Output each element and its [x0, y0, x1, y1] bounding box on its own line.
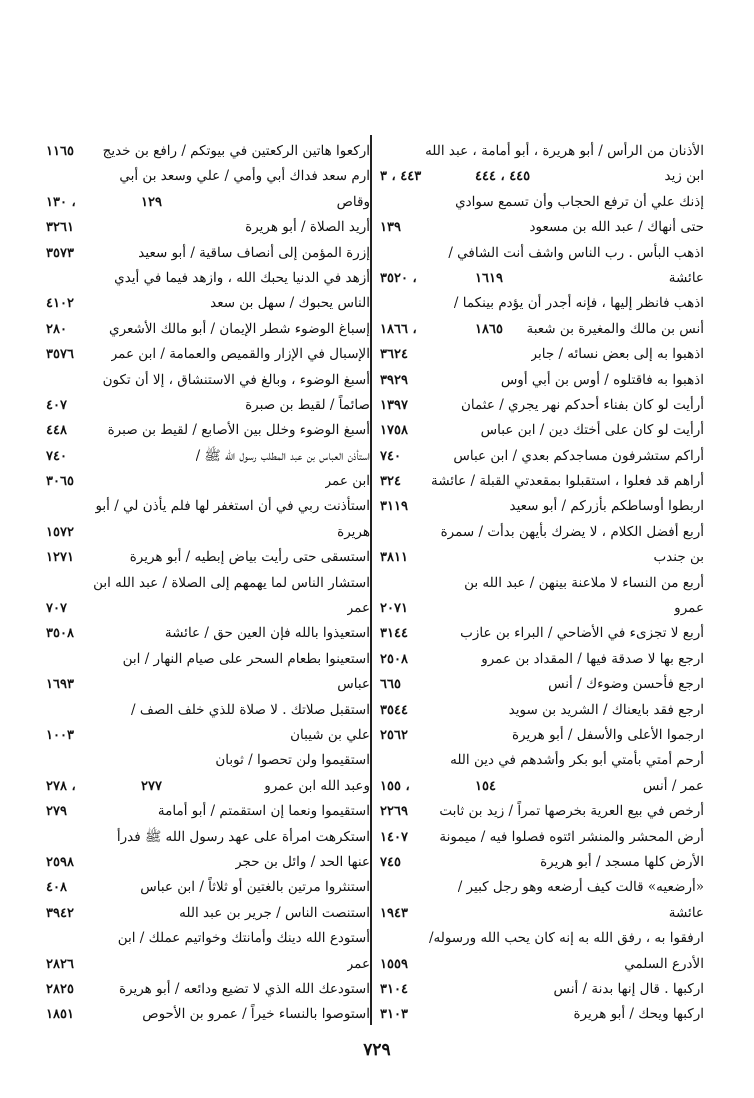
entry-number: ٤٠٧ [46, 397, 67, 413]
entry-number: ١٣٩٧ [380, 397, 408, 413]
entry-text: اربطوا أوساطكم بأزركم / أبو سعيد [509, 498, 704, 515]
entry-text: عنها الحد / وائل بن حجر [235, 853, 370, 870]
index-entry [46, 469, 370, 494]
entry-number: ٢٨٠ [46, 321, 67, 337]
entry-number: ٧٤٥ [380, 854, 401, 870]
entry-text: حتى أنهاك / عبد الله بن مسعود [529, 219, 704, 236]
index-entry [380, 241, 704, 266]
entry-text: أرأيت لو كان بفناء أحدكم نهر يجري / عثمان [460, 396, 704, 413]
entry-number: ١٣٩ [380, 220, 401, 236]
index-entry [46, 215, 370, 240]
entry-text: صائماً / لقيط بن صبرة [245, 396, 370, 413]
entry-number: ٧٠٧ [46, 601, 67, 617]
entry-text: الأرض كلها مسجد / أبو هريرة [540, 853, 704, 870]
entry-text: استقيموا ولن تحصوا / ثوبان [215, 752, 370, 769]
entry-text: استعينوا بطعام السحر على صيام النهار / ابن [122, 650, 370, 667]
entry-number: ٣٥٧٣ [46, 245, 74, 261]
entry-number: ١٧٥٨ [380, 423, 408, 439]
entry-number: ١١٦٥ [46, 144, 74, 159]
index-entry [46, 342, 370, 367]
entry-text: استسقى حتى رأيت بياض إبطيه / أبو هريرة [129, 549, 370, 566]
entry-text: عائشة [668, 269, 704, 286]
entry-number: ٣٥٤٤ [380, 702, 408, 718]
entry-number: ١٣٠ ، [46, 194, 76, 210]
entry-text: عائشة [668, 904, 704, 921]
entry-text: «أرضعيه» قالت كيف أرضعه وهو رجل كبير / [457, 879, 704, 896]
entry-text: أريد الصلاة / أبو هريرة [245, 219, 370, 236]
index-entry [380, 164, 704, 189]
entry-number: ٢٨٢٥ [46, 981, 74, 997]
entry-text: عمرو [674, 600, 704, 617]
entry-text: ارجع بها لا صدقة فيها / المقداد بن عمرو [481, 650, 704, 667]
entry-number: ٣١٠٣ [380, 1007, 408, 1023]
entry-text: اذهب البأس . رب الناس واشف أنت الشافي / [448, 244, 704, 261]
entry-text: أرخص في بيع العرية بخرصها تمراً / زيد بن ثابت [439, 803, 704, 820]
index-entry [46, 139, 370, 164]
index-entry [46, 418, 370, 443]
entry-text: ارم سعد فداك أبي وأمي / علي وسعد بن أبي [119, 168, 370, 185]
index-entry [46, 723, 370, 748]
index-entry [380, 977, 704, 1002]
index-entry [380, 596, 704, 621]
entry-text: اذهبوا به إلى بعض نسائه / جابر [530, 346, 704, 363]
index-entry [46, 291, 370, 316]
index-entry [380, 774, 704, 799]
entry-text: استأذنت ربي في أن استغفر لها فلم يأذن لي / أبو [95, 498, 370, 515]
index-entry [46, 444, 370, 469]
entry-text: أراكم ستشرفون مساجدكم بعدي / ابن عباس [453, 447, 704, 464]
entry-number: ١٨٦٦ ، [380, 321, 417, 337]
index-entry [46, 164, 370, 189]
entry-extra-number: ٢٧٧ [141, 778, 162, 794]
entry-number: ٣٩٤٢ [46, 905, 74, 921]
index-entry [380, 418, 704, 443]
index-entry [380, 444, 704, 469]
index-entry [46, 317, 370, 342]
index-entry [380, 850, 704, 875]
entry-text: وقاص [336, 193, 370, 210]
entry-number: ٢٨٢٦ [46, 956, 74, 972]
entry-number: ٧٤٠ [46, 448, 67, 464]
index-entry [46, 698, 370, 723]
entry-number: ٢٥٦٢ [380, 727, 408, 743]
index-entry [46, 621, 370, 646]
page-number: ٧٢٩ [363, 1040, 391, 1060]
entry-text: الأدرع السلمي [624, 955, 704, 972]
entry-text: إذنك علي أن ترفع الحجاب وأن تسمع سوادي [455, 193, 704, 210]
index-entry [46, 596, 370, 621]
entry-number: ٣٨١١ [380, 550, 408, 566]
entry-text: اذهبوا به فاقتلوه / أوس بن أبي أوس [500, 371, 704, 388]
entry-number: ٧٤٠ [380, 448, 401, 464]
entry-text: هريرة [337, 523, 370, 540]
entry-number: ٢٢٦٩ [380, 804, 408, 820]
entry-number: ٣٦٢٤ [380, 347, 408, 363]
entry-number: ٣٥٠٨ [46, 626, 74, 642]
entry-number: ٣٩٢٩ [380, 372, 408, 388]
entry-text: ارجع فأحسن وضوءك / أنس [548, 676, 704, 693]
index-entry [380, 520, 704, 545]
entry-text: ارجموا الأعلى والأسفل / أبو هريرة [511, 726, 704, 743]
index-entry [46, 520, 370, 545]
entry-text: أرأيت لو كان على أختك دين / ابن عباس [480, 422, 704, 439]
entry-text: أرض المحشر والمنشر ائتوه فصلوا فيه / ميمونة [439, 828, 704, 845]
entry-text: أسبغ الوضوء وخلل بين الأصابع / لقيط بن صبرة [107, 422, 370, 439]
entry-text: الإسبال في الإزار والقميص والعمامة / ابن عمر [110, 346, 370, 363]
entry-text: عباس [337, 676, 370, 693]
entry-text: أسبغ الوضوء ، وبالغ في الاستنشاق ، إلا أن تكون [102, 371, 370, 388]
index-entry [46, 774, 370, 799]
entry-text: استنثروا مرتين بالغتين أو ثلاثاً / ابن عباس [140, 879, 370, 896]
entry-text: استقبل صلاتك . لا صلاة للذي خلف الصف / [131, 701, 370, 718]
index-entry [380, 748, 704, 773]
entry-text: أنس بن مالك والمغيرة بن شعبة [526, 320, 704, 337]
index-entry [380, 317, 704, 342]
entry-number: ١٥٥٩ [380, 956, 408, 972]
entry-text: اركبها . قال إنها بدنة / أنس [553, 980, 704, 997]
entry-number: ١٦٩٣ [46, 677, 74, 693]
right-column [380, 139, 704, 1028]
entry-text: علي بن شيبان [290, 726, 370, 743]
index-entry [46, 926, 370, 951]
index-entry [46, 393, 370, 418]
index-entry [380, 698, 704, 723]
entry-text: استودعك الله الذي لا تضيع ودائعه / أبو هريرة [118, 980, 370, 997]
entry-extra-number: ١٥٤ [475, 778, 496, 794]
entry-number: ٤٤٨ [46, 423, 67, 439]
entry-number: ٣١١٩ [380, 499, 408, 515]
index-entry [46, 875, 370, 900]
entry-text: عمر [346, 955, 370, 972]
index-entry [46, 952, 370, 977]
index-entry [46, 901, 370, 926]
index-entry [380, 368, 704, 393]
index-entry [380, 190, 704, 215]
entry-text: أربع من النساء لا ملاعنة بينهن / عبد الله بن [464, 574, 704, 591]
entry-number: ٣١٠٤ [380, 981, 408, 997]
index-entry [46, 241, 370, 266]
index-entry [46, 647, 370, 672]
index-entry [380, 571, 704, 596]
index-entry [380, 621, 704, 646]
index-entry [380, 494, 704, 519]
entry-text: استوصوا بالنساء خيراً / عمرو بن الأحوص [142, 1006, 370, 1023]
entry-number: ٤٤٣ ، ٣ [380, 169, 422, 185]
entry-number: ١٨٥١ [46, 1007, 74, 1023]
entry-text: أربع لا تجزىء في الأضاحي / البراء بن عازب [460, 625, 704, 642]
index-entry [380, 545, 704, 570]
index-entry [46, 571, 370, 596]
entry-number: ١٠٠٣ [46, 727, 74, 743]
index-entry [46, 368, 370, 393]
index-entry [46, 799, 370, 824]
index-entry [380, 215, 704, 240]
index-entry [380, 875, 704, 900]
index-entry [380, 266, 704, 291]
entry-number: ١٤٠٧ [380, 829, 408, 845]
entry-extra-number: ١٦١٩ [475, 270, 503, 286]
entry-text: أربع أفضل الكلام ، لا يضرك بأيهن بدأت / سمرة [440, 523, 704, 540]
index-entry [380, 291, 704, 316]
entry-text: إسباغ الوضوء شطر الإيمان / أبو مالك الأشعري [109, 320, 370, 337]
index-entry [46, 825, 370, 850]
entry-text: استأذن العباس بن عبد المطلب رسول الله ﷺ / [195, 447, 370, 464]
index-entry [380, 672, 704, 697]
entry-text: اركعوا هاتين الركعتين في بيوتكم / رافع بن خديج [102, 143, 370, 159]
entry-text: أرحم أمتي بأمتي أبو بكر وأشدهم في دين الله [450, 752, 704, 769]
entry-text: ارفقوا به ، رفق الله به إنه كان يحب الله ورسوله/ [428, 930, 704, 947]
entry-number: ٣٥٢٠ ، [380, 270, 417, 286]
entry-number: ١٥٧٢ [46, 524, 74, 540]
index-entry [46, 190, 370, 215]
column-divider [370, 135, 372, 1025]
index-entry [380, 1002, 704, 1027]
index-entry [380, 901, 704, 926]
index-entry [46, 1002, 370, 1027]
entry-number: ٢٧٩ [46, 804, 67, 820]
entry-extra-number: ١٨٦٥ [475, 321, 503, 337]
index-entry [46, 494, 370, 519]
entry-text: الأذنان من الرأس / أبو هريرة ، أبو أمامة ، عبد الله [425, 143, 704, 159]
index-entry [380, 723, 704, 748]
entry-text: الناس يحبوك / سهل بن سعد [210, 295, 370, 312]
entry-extra-number: ١٢٩ [141, 194, 162, 210]
entry-text: أزهد في الدنيا يحبك الله ، وازهد فيما في أيدي [114, 269, 370, 286]
index-entry [380, 952, 704, 977]
index-entry [380, 926, 704, 951]
entry-number: ٣٢٤ [380, 474, 401, 490]
entry-text: استكرهت امرأة على عهد رسول الله ﷺ فدرأ [116, 828, 370, 845]
entry-number: ٢٧٨ ، [46, 778, 76, 794]
entry-text: أراهم قد فعلوا ، استقبلوا بمقعدتي القبلة / عائشة [431, 473, 704, 490]
entry-text: عمر / أنس [642, 777, 704, 794]
entry-extra-number: ٤٤٥ ، ٤٤٤ [475, 169, 531, 185]
entry-number: ١٢٧١ [46, 550, 74, 566]
index-entry [380, 393, 704, 418]
entry-text: استنصت الناس / جرير بن عبد الله [179, 904, 370, 921]
entry-number: ١٩٤٣ [380, 905, 408, 921]
entry-text: أستودع الله دينك وأمانتك وخواتيم عملك / ابن [117, 930, 370, 947]
index-entry [380, 469, 704, 494]
index-entry [46, 672, 370, 697]
entry-text: اركبها ويحك / أبو هريرة [573, 1006, 704, 1023]
entry-text: استقيموا ونعما إن استقمتم / أبو أمامة [157, 803, 370, 820]
entry-text: ابن عمر [324, 473, 370, 490]
entry-text: اذهب فانظر إليها ، فإنه أجدر أن يؤدم بينكما / [453, 295, 704, 312]
index-entry [46, 850, 370, 875]
index-entry [380, 139, 704, 164]
entry-number: ٣١٤٤ [380, 626, 408, 642]
entry-number: ٣٠٦٥ [46, 474, 74, 490]
index-entry [46, 748, 370, 773]
entry-text: وعبد الله ابن عمرو [264, 777, 370, 794]
entry-number: ٢٠٧١ [380, 601, 408, 617]
index-entry [380, 825, 704, 850]
entry-number: ٣٥٧٦ [46, 347, 74, 363]
entry-number: ٢٥٩٨ [46, 854, 74, 870]
entry-text: استشار الناس لما يهمهم إلى الصلاة / عبد الله ابن [93, 574, 370, 591]
entry-number: ٤١٠٢ [46, 296, 74, 312]
index-entry [380, 342, 704, 367]
entry-text: بن جندب [653, 549, 704, 566]
entry-text: عمر [346, 600, 370, 617]
left-column [46, 139, 370, 1028]
entry-number: ٣٢٦١ [46, 220, 74, 236]
index-entry [46, 545, 370, 570]
entry-number: ١٥٥ ، [380, 778, 410, 794]
index-entry [380, 799, 704, 824]
entry-text: ابن زيد [664, 168, 704, 185]
entry-text: إزرة المؤمن إلى أنصاف ساقية / أبو سعيد [138, 244, 370, 261]
entry-number: ٤٠٨ [46, 880, 67, 896]
entry-number: ٦٦٥ [380, 677, 401, 693]
index-entry [46, 266, 370, 291]
entry-number: ٢٥٠٨ [380, 651, 408, 667]
index-entry [380, 647, 704, 672]
index-entry [46, 977, 370, 1002]
entry-text: ارجع فقد بايعناك / الشريد بن سويد [508, 701, 704, 718]
entry-text: استعيذوا بالله فإن العين حق / عائشة [164, 625, 370, 642]
